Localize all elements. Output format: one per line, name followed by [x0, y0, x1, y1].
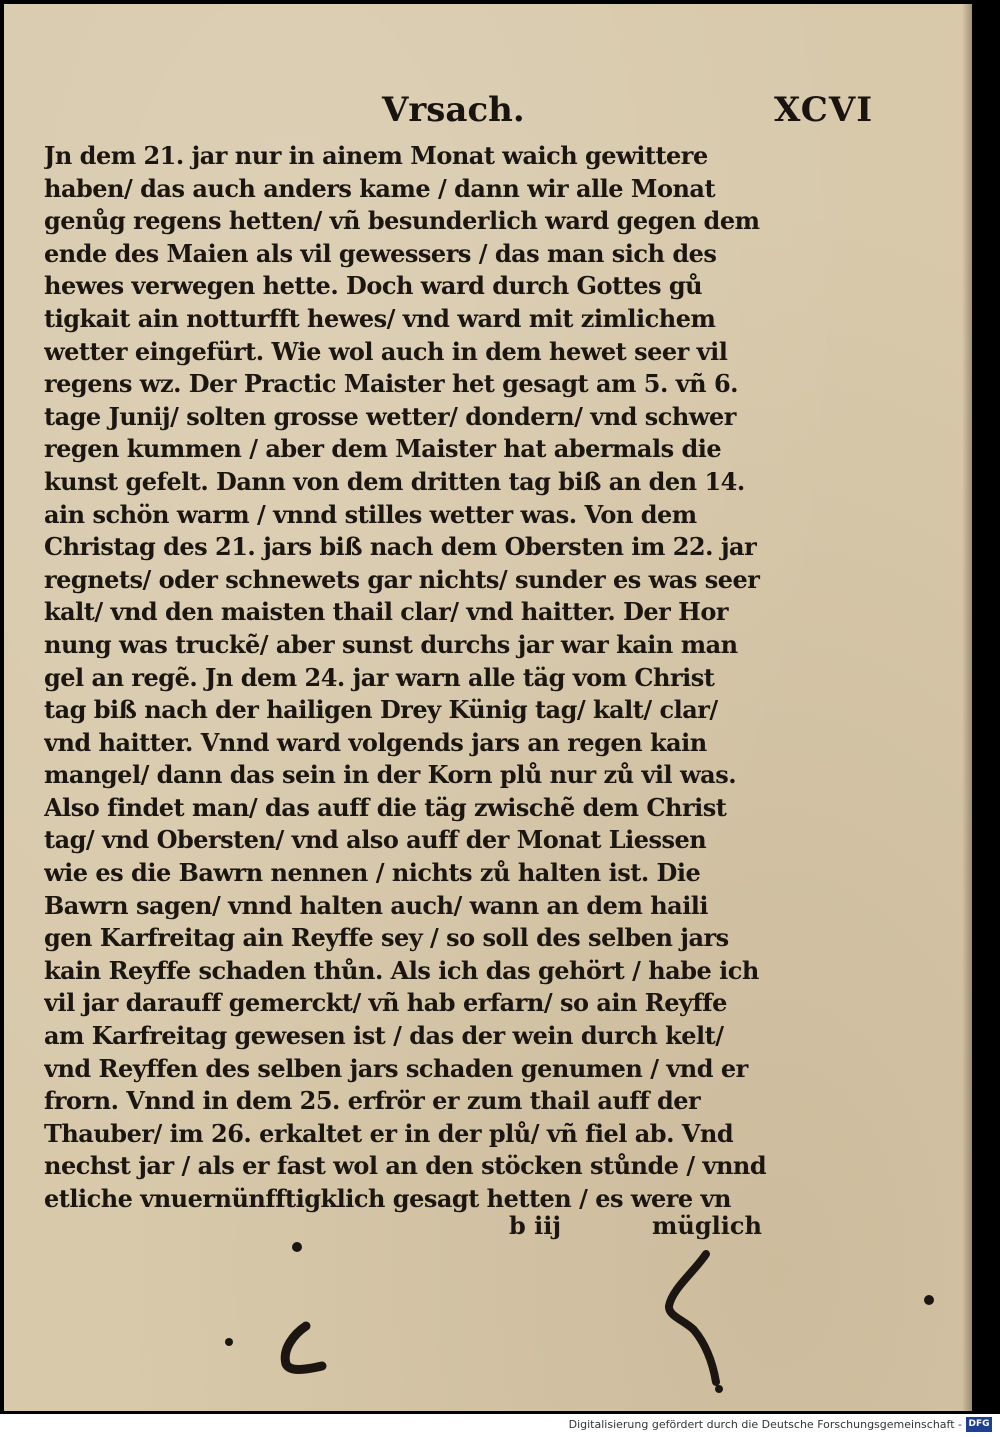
text-line: wie es die Bawrn nennen / nichts zů halten ist. Die [44, 858, 701, 888]
text-line: wetter eingefürt. Wie wol auch in dem hewet seer vil [44, 336, 728, 366]
text-line: regen kummen / aber dem Maister hat abermals die [44, 434, 722, 464]
text-line: frorn. Vnnd in dem 25. erfrör er zum thail auff der [44, 1086, 701, 1116]
ink-dot [292, 1242, 302, 1252]
text-line: ende des Maien als vil gewessers / das man sich des [44, 238, 717, 268]
text-line: haben/ das auch anders kame / dann wir alle Monat [44, 173, 716, 203]
running-head: Vrsach. [382, 90, 525, 130]
text-line: Bawrn sagen/ vnnd halten auch/ wann an dem haili [44, 890, 709, 920]
text-line: tigkait ain notturfft hewes/ vnd ward mit zimlichem [44, 303, 716, 333]
text-line: gel an regẽ. Jn dem 24. jar warn alle täg vom Christ [44, 662, 715, 692]
ink-stroke [669, 1254, 716, 1382]
text-line: kain Reyffe schaden thůn. Als ich das gehört / habe ich [44, 955, 759, 985]
text-line: hewes verwegen hette. Doch ward durch Gottes gů [44, 271, 703, 301]
text-line: genůg regens hetten/ vñ besunderlich ward gegen dem [44, 206, 760, 236]
text-line: vnd Reyffen des selben jars schaden genumen / vnd er [44, 1053, 748, 1083]
text-line: ain schön warm / vnnd stilles wetter was. Von dem [44, 499, 697, 529]
signature-mark: b iij [509, 1211, 562, 1240]
text-line: am Karfreitag gewesen ist / das der wein durch kelt/ [44, 1021, 724, 1051]
text-line: mangel/ dann das sein in der Korn plů nur zů vil was. [44, 760, 737, 790]
footer-bar [0, 1414, 1000, 1437]
text-line: tag/ vnd Obersten/ vnd also auff der Monat Liessen [44, 825, 707, 855]
ink-dot [715, 1385, 723, 1393]
folio-number: XCVI [774, 90, 874, 130]
text-line: kunst gefelt. Dann von dem dritten tag biß an den 14. [44, 466, 745, 496]
paper-leaf [4, 4, 972, 1411]
text-line: Christag des 21. jars biß nach dem Obersten im 22. jar [44, 532, 757, 562]
text-line: tag biß nach der hailigen Drey Künig tag/ kalt/ clar/ [44, 695, 718, 725]
ink-stroke [285, 1326, 322, 1370]
text-line: vnd haitter. Vnnd ward volgends jars an regen kain [44, 727, 707, 757]
text-line: nechst jar / als er fast wol an den stöcken stůnde / vnnd [44, 1151, 767, 1181]
text-line: Jn dem 21. jar nur in ainem Monat waich gewittere [44, 141, 708, 170]
text-line: Also findet man/ das auff die täg zwischẽ dem Christ [44, 792, 727, 822]
footer-credit: Digitalisierung gefördert durch die Deutsche Forschungsgemeinschaft - [568, 1418, 962, 1431]
text-line: Thauber/ im 26. erkaltet er in der plů/ vñ fiel ab. Vnd [44, 1118, 734, 1148]
dfg-logo: DFG [966, 1417, 992, 1432]
text-line: vil jar darauff gemerckt/ vñ hab erfarn/ so ain Reyffe [44, 988, 727, 1018]
text-line: regens wz. Der Practic Maister het gesagt am 5. vñ 6. [44, 369, 739, 399]
ink-dot [225, 1338, 233, 1346]
handwritten-marks [4, 4, 972, 1411]
text-line: tage Junij/ solten grosse wetter/ dondern/ vnd schwer [44, 401, 736, 431]
text-line: etliche vnuernünfftigklich gesagt hetten / es were vn [44, 1184, 731, 1213]
text-line: gen Karfreitag ain Reyffe sey / so soll des selben jars [44, 923, 729, 953]
ink-dot [924, 1295, 934, 1305]
text-line: regnets/ oder schnewets gar nichts/ sunder es was seer [44, 564, 760, 594]
text-line: kalt/ vnd den maisten thail clar/ vnd haitter. Der Hor [44, 597, 728, 627]
text-line: nung was truckẽ/ aber sunst durchs jar war kain man [44, 629, 738, 659]
catchword: müglich [652, 1211, 762, 1240]
